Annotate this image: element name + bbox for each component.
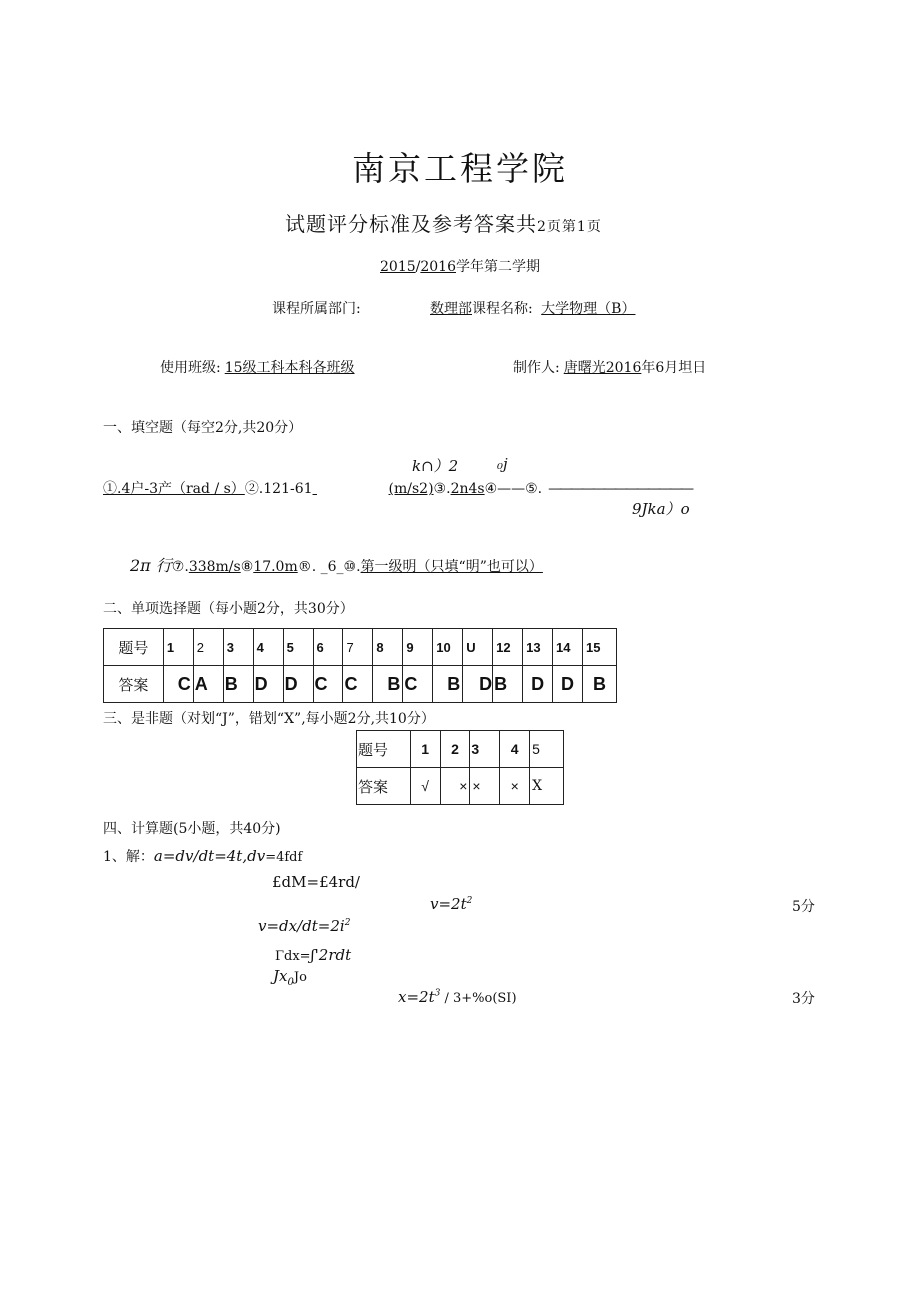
term-separator: / [415, 259, 421, 275]
author-info [513, 357, 706, 377]
q1-eq7-base: x=2t [398, 988, 435, 1006]
fill-fragment-lower: 9Jka）o [632, 500, 690, 518]
q1-score-2: 3分 [792, 991, 815, 1007]
section2-heading: 二、单项选择题（每小题2分，共30分） [103, 601, 354, 617]
fill-answer-8: 17.0m [253, 559, 298, 575]
answer-cell: B [582, 666, 616, 703]
question-number: 1 [163, 629, 193, 666]
term-label: 学年第二学期 [456, 259, 540, 275]
class-label: 使用班级: [160, 360, 221, 376]
question-number: 2 [193, 629, 223, 666]
fill-answer-2: ②.121-61 [244, 481, 313, 497]
question-number: 5 [530, 731, 564, 768]
author-value: 唐曙光2016 [563, 360, 642, 376]
question-number-label: 题号 [357, 731, 411, 768]
q1-eq6-sub: 0 [287, 977, 294, 989]
fill-answer-7: 338m/s [188, 559, 241, 575]
question-number: U [463, 629, 493, 666]
q1-eq5-a: Γdx= [275, 949, 311, 964]
q1-equation-1b: =4fdf [265, 850, 303, 865]
answer-label: 答案 [357, 768, 411, 805]
fill-dashes: ————————————— [548, 481, 692, 497]
answer-cell: C [313, 666, 343, 703]
fill-answer-9: ®. _6_ [297, 559, 344, 575]
fill-blank-2 [313, 481, 379, 497]
section1-heading: 一、填空题（每空2分,共20分） [103, 420, 303, 436]
course-value: 大学物理（B） [541, 301, 636, 317]
fill-answer-4-5: ④——⑤. [484, 481, 543, 497]
q1-equation-1: a=dv/dt=4t,dv [153, 847, 266, 865]
table-row [104, 629, 617, 666]
question-number: 13 [523, 629, 553, 666]
answer-cell: D [253, 666, 283, 703]
fill-answer-10-marker: ⑩. [343, 559, 361, 575]
department-label: 课程所属部门: [272, 301, 361, 317]
answer-cell: √ [410, 768, 440, 805]
fill-answers-line-2 [130, 553, 543, 576]
answer-cell: × [500, 768, 530, 805]
answer-cell: D [463, 666, 493, 703]
answer-cell: D [523, 666, 553, 703]
term-year-start: 2015 [380, 259, 416, 275]
q1-eq6-a: Jx [273, 967, 288, 985]
question-number: 8 [373, 629, 403, 666]
question-number-label: 题号 [104, 629, 164, 666]
q1-equation-4 [258, 917, 350, 935]
question-number: 7 [343, 629, 373, 666]
answer-cell: A [193, 666, 223, 703]
question-number: 3 [470, 731, 500, 768]
class-info [160, 357, 355, 377]
fill-answer-3: 2n4s [450, 481, 485, 497]
document-title [285, 208, 602, 237]
question-number: 9 [403, 629, 433, 666]
answer-cell: B [433, 666, 463, 703]
q1-score-1: 5分 [792, 899, 815, 915]
class-value: 15级工科本科各班级 [224, 360, 355, 376]
answer-label: 答案 [104, 666, 164, 703]
school-title: 南京工程学院 [352, 149, 568, 188]
q1-eq7-rest: / 3+%o(SI) [440, 991, 517, 1006]
answer-cell: C [343, 666, 373, 703]
answer-cell: D [553, 666, 583, 703]
q1-equation-6 [273, 966, 307, 988]
answer-cell: X [530, 768, 564, 805]
question-number: 4 [500, 731, 530, 768]
fill-answer-2-unit: (m/s2) [388, 481, 434, 497]
academic-term [380, 256, 540, 276]
q1-eq4-exp: 2 [344, 918, 351, 928]
question-number: 6 [313, 629, 343, 666]
fill-answer-10: 第一级明（只填“明”也可以） [360, 559, 543, 575]
table-row [357, 768, 564, 805]
q1-equation-5 [275, 945, 351, 964]
fill-answer-6: 2π 行 [130, 556, 172, 575]
q1-line-1 [103, 846, 302, 866]
document-title-text: 试题评分标准及参考答案共 [285, 212, 537, 236]
q1-equation-3 [430, 895, 472, 913]
question-number: 15 [582, 629, 616, 666]
q1-equation-7 [398, 987, 517, 1006]
section4-heading: 四、计算题(5小题，共40分) [103, 821, 281, 837]
answer-cell: × [440, 768, 470, 805]
question-number: 10 [433, 629, 463, 666]
page-count: 2页第1页 [537, 219, 602, 235]
author-label: 制作人: [513, 360, 560, 376]
fill-answers-line-1 [103, 478, 691, 498]
multiple-choice-table [103, 628, 617, 703]
q1-label: 1、解： [103, 849, 154, 865]
fill-answer-7-marker: ⑦. [171, 559, 189, 575]
answer-cell: C [403, 666, 433, 703]
q1-eq4-base: v=dx/dt=2i [258, 917, 345, 935]
q1-eq7-exp: 3 [434, 988, 441, 999]
question-number: 14 [553, 629, 583, 666]
q1-eq5-b: ʃ'2rdt [310, 946, 352, 964]
answer-cell: B [223, 666, 253, 703]
true-false-table [356, 730, 564, 805]
term-year-end: 2016 [420, 259, 456, 275]
table-row [357, 731, 564, 768]
question-number: 2 [440, 731, 470, 768]
question-number: 4 [253, 629, 283, 666]
q1-equation-2: £dM=£4rd/ [272, 873, 360, 891]
fill-fragment-upper-a: k∩）2 [412, 457, 459, 475]
question-number: 3 [223, 629, 253, 666]
fill-fragment-upper-b: ₀j [497, 455, 508, 473]
question-number: 1 [410, 731, 440, 768]
q1-eq6-b: Jo [293, 970, 307, 985]
course-label: 课程名称: [472, 301, 533, 317]
q1-eq3-base: v=2t [430, 895, 467, 913]
answer-cell: × [470, 768, 500, 805]
fill-answer-8-marker: ⑧ [240, 559, 254, 575]
answer-cell: C [163, 666, 193, 703]
department-value: 数理部 [430, 301, 472, 317]
answer-cell: D [283, 666, 313, 703]
question-number: 12 [493, 629, 523, 666]
q1-eq3-exp: 2 [466, 896, 473, 906]
course-info [430, 298, 635, 318]
fill-answer-1: ①.4户-3产（rad / s） [103, 481, 245, 497]
question-number: 5 [283, 629, 313, 666]
section3-heading: 三、是非题（对划“J”，错划“X”,每小题2分,共10分） [103, 711, 435, 727]
table-row [104, 666, 617, 703]
answer-cell: B [493, 666, 523, 703]
fill-answer-3-marker: ③. [433, 481, 451, 497]
answer-cell: B [373, 666, 403, 703]
author-date: 年6月坦日 [641, 360, 707, 376]
